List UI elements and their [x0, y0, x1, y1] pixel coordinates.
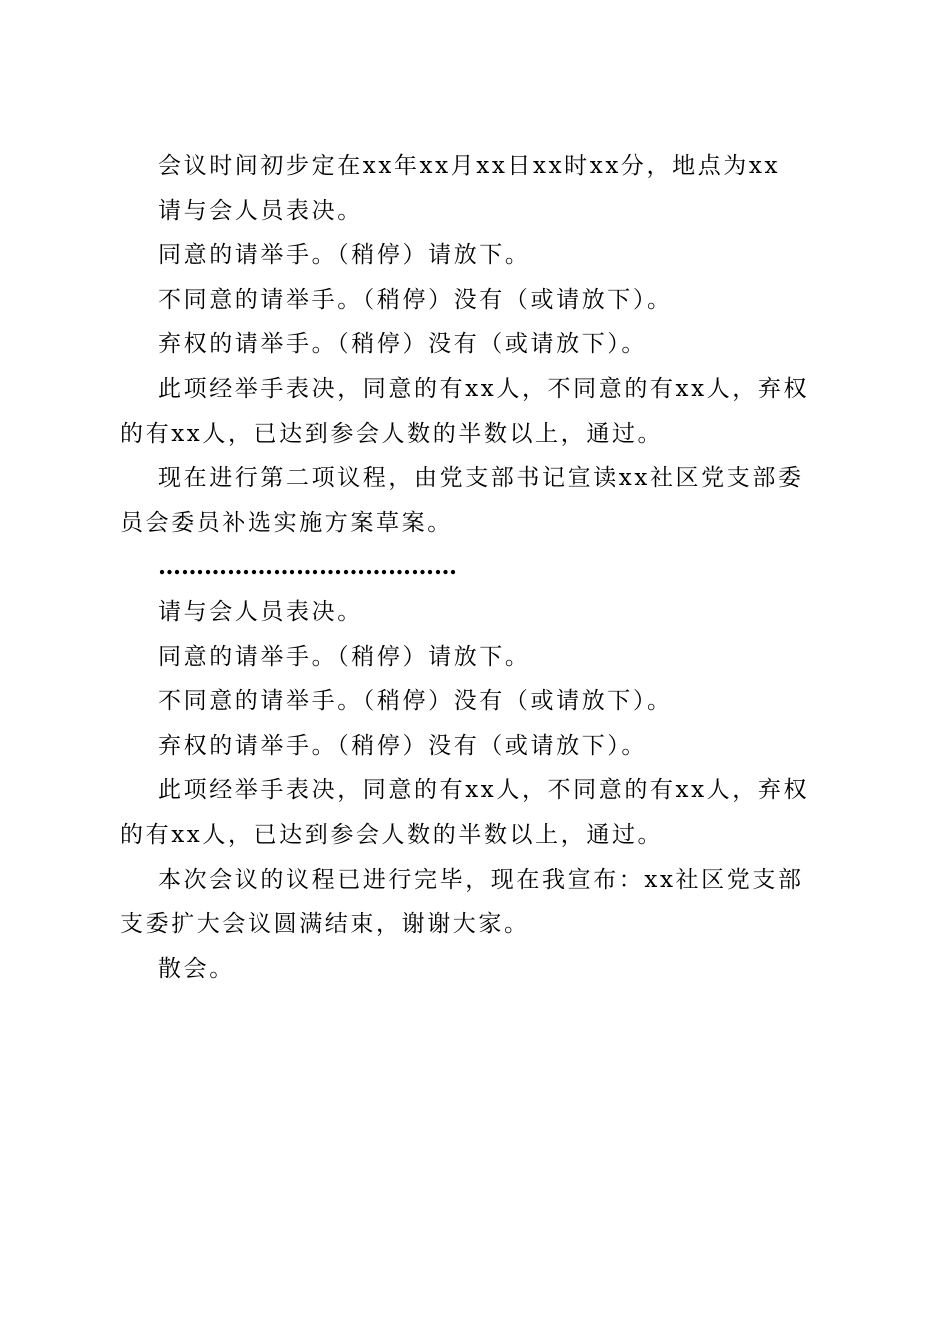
paragraph-abstain: 弃权的请举手。（稍停）没有（或请放下）。: [158, 331, 647, 358]
paragraph-call-vote: 请与会人员表决。: [158, 197, 363, 224]
paragraph-vote-result-2: 此项经举手表决，同意的有xx人，不同意的有xx人，弃权的有xx人，已达到参会人数的半数以上，通过。: [120, 777, 810, 848]
paragraph-abstain-2: 弃权的请举手。（稍停）没有（或请放下）。: [158, 732, 647, 759]
paragraph-closing-announcement: 本次会议的议程已进行完毕，现在我宣布：xx社区党支部支委扩大会议圆满结束，谢谢大家。: [120, 866, 804, 938]
paragraph-adjourn: 散会。: [158, 955, 235, 982]
paragraph-second-agenda: 现在进行第二项议程，由党支部书记宣读xx社区党支部委员会委员补选实施方案草案。: [120, 465, 804, 536]
paragraph-vote-result: 此项经举手表决，同意的有xx人，不同意的有xx人，弃权的有xx人，已达到参会人数的半数以上，通过。: [120, 375, 810, 447]
paragraph-agree: 同意的请举手。（稍停）请放下。: [158, 242, 531, 269]
paragraph-call-vote-2: 请与会人员表决。: [158, 598, 363, 625]
paragraph-disagree: 不同意的请举手。（稍停）没有（或请放下）。: [158, 286, 673, 313]
paragraph-disagree-2: 不同意的请举手。（稍停）没有（或请放下）。: [158, 688, 673, 715]
ellipsis-separator: …………………………………: [158, 553, 457, 581]
paragraph-meeting-time: 会议时间初步定在xx年xx月xx日xx时xx分，地点为xx: [158, 153, 781, 179]
document-body: [120, 144, 825, 991]
paragraph-agree-2: 同意的请举手。（稍停）请放下。: [158, 643, 531, 670]
